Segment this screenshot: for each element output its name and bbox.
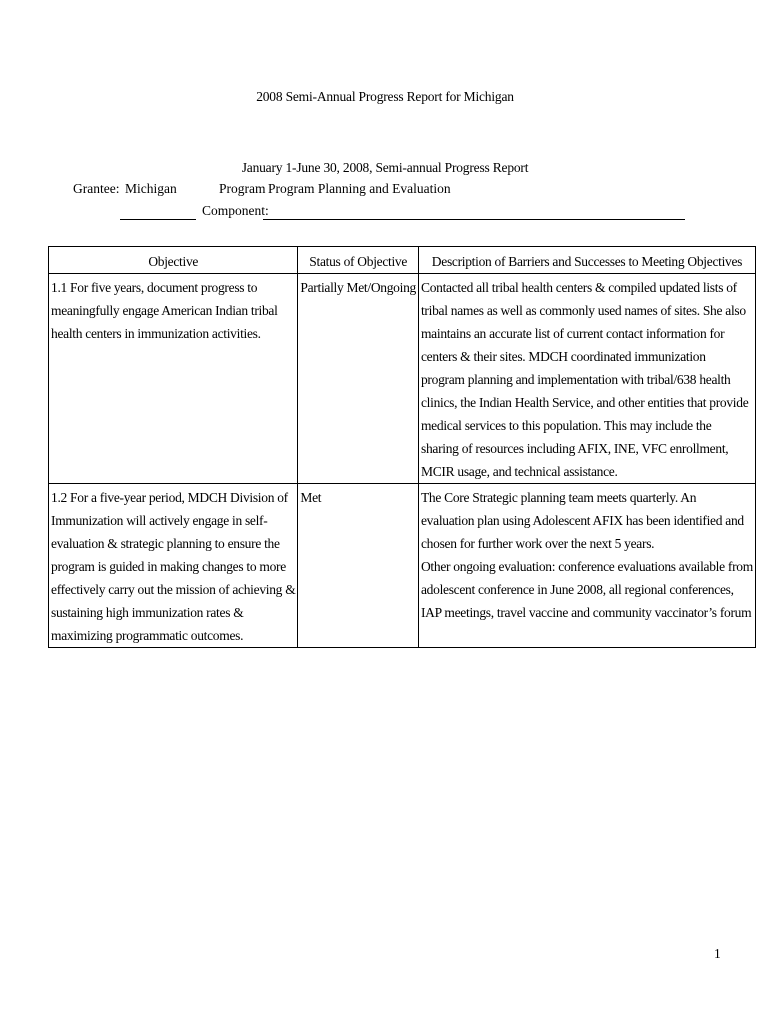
objective-cell: [49, 274, 298, 484]
blank-line-left: [120, 219, 196, 220]
objective-line: program is guided in making changes to more: [51, 559, 286, 574]
description-line: maintains an accurate list of current contact information for: [420, 326, 725, 341]
header-objective: Objective: [49, 247, 298, 274]
description-line: clinics, the Indian Health Service, and other entities that provide: [420, 395, 749, 410]
objective-line: effectively carry out the mission of achieving &: [51, 582, 296, 597]
description-cell: [418, 274, 755, 484]
objective-line: 1.1 For five years, document progress to: [51, 280, 258, 295]
table-header-row: [49, 247, 756, 274]
description-line: evaluation plan using Adolescent AFIX has been identified and: [420, 513, 744, 528]
page-number: 1: [714, 946, 721, 961]
objective-cell: [49, 484, 298, 648]
program-value: Program Planning and Evaluation: [268, 181, 451, 196]
grantee-label: Grantee:: [73, 181, 120, 196]
program-label: Program: [219, 181, 266, 196]
description-line: Contacted all tribal health centers & compiled updated lists of: [420, 280, 737, 295]
description-cell: [418, 484, 755, 648]
objectives-table: [48, 246, 756, 648]
header-status: Status of Objective: [298, 247, 419, 274]
table-row: [49, 484, 756, 648]
description-line: The Core Strategic planning team meets quarterly. An: [420, 490, 697, 505]
objective-line: maximizing programmatic outcomes.: [51, 628, 244, 643]
header-description: Description of Barriers and Successes to Meeting Objectives: [418, 247, 755, 274]
description-line: tribal names as well as commonly used names of sites. She also: [420, 303, 746, 318]
description-line: IAP meetings, travel vaccine and community vaccinator’s forum: [420, 605, 752, 620]
description-line: MCIR usage, and technical assistance.: [420, 464, 618, 479]
description-line: Other ongoing evaluation: conference evaluations available from: [420, 559, 753, 574]
objective-line: health centers in immunization activities.: [51, 326, 261, 341]
grantee-value: Michigan: [125, 181, 177, 196]
status-cell: [298, 274, 419, 484]
table-row: [49, 274, 756, 484]
objective-line: Immunization will actively engage in self-: [51, 513, 268, 528]
description-line: program planning and implementation with tribal/638 health: [420, 372, 731, 387]
objective-line: sustaining high immunization rates &: [51, 605, 244, 620]
objective-line: meaningfully engage American Indian tribal: [51, 303, 278, 318]
description-line: medical services to this population. This may include the: [420, 418, 712, 433]
component-label: Component:: [202, 203, 269, 218]
report-title: 2008 Semi-Annual Progress Report for Michigan: [256, 89, 514, 104]
description-line: centers & their sites. MDCH coordinated immunization: [420, 349, 706, 364]
status-cell: [298, 484, 419, 648]
report-subtitle: January 1-June 30, 2008, Semi-annual Progress Report: [241, 160, 529, 175]
description-line: chosen for further work over the next 5 years.: [420, 536, 655, 551]
status-text: Partially Met/Ongoing: [300, 280, 416, 295]
objective-line: 1.2 For a five-year period, MDCH Division of: [51, 490, 288, 505]
description-line: sharing of resources including AFIX, INE, VFC enrollment,: [420, 441, 729, 456]
objective-line: evaluation & strategic planning to ensure the: [51, 536, 280, 551]
description-line: adolescent conference in June 2008, all regional conferences,: [420, 582, 734, 597]
component-blank-line: [263, 219, 685, 220]
status-text: Met: [300, 490, 322, 505]
